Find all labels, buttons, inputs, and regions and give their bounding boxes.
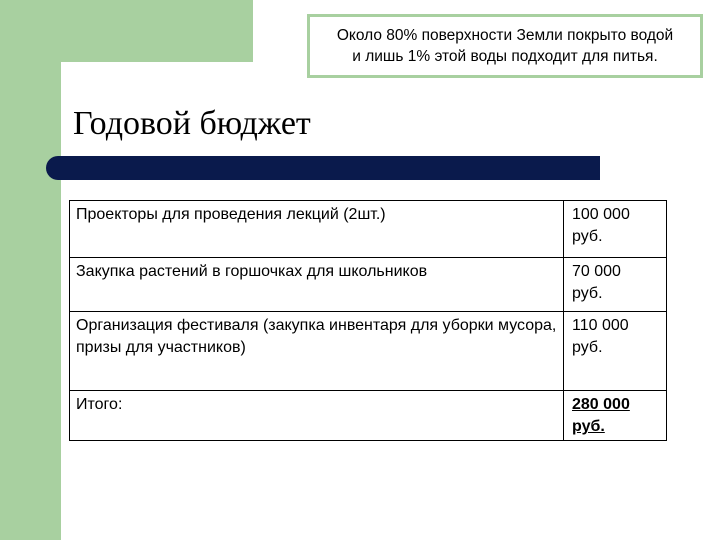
amount-value: 100 000 [572, 206, 630, 223]
amount-value: 110 000 [572, 317, 629, 334]
total-label-colon: : [117, 396, 123, 413]
callout-line-2: и лишь 1% этой воды подходит для питья. [352, 48, 658, 65]
water-fact-callout [307, 14, 703, 78]
budget-amount-cell [564, 312, 667, 391]
table-row [70, 201, 667, 258]
budget-amount-cell [564, 258, 667, 312]
left-green-band [0, 0, 61, 540]
callout-line-1: Около 80% поверхности Земли покрыто водой [336, 27, 674, 44]
top-green-band [61, 0, 253, 62]
budget-amount-cell [564, 201, 667, 258]
budget-table [69, 200, 667, 441]
slide-title: Годовой бюджет [73, 105, 311, 142]
amount-unit: руб. [572, 228, 603, 245]
title-underline-bar [46, 156, 600, 180]
budget-item-cell [70, 258, 564, 312]
budget-item-cell [70, 312, 564, 391]
total-label: Итого [76, 396, 118, 413]
amount-value: 70 000 [572, 263, 621, 280]
budget-item-text: Закупка растений в горшочках для школьников [76, 263, 428, 280]
table-row [70, 258, 667, 312]
total-amount-cell [564, 391, 667, 441]
budget-item-text: Проекторы для проведения лекций (2шт.) [76, 206, 386, 223]
total-amount-value: 280 000 [572, 396, 630, 413]
amount-unit: руб. [572, 285, 603, 302]
table-row [70, 312, 667, 391]
total-row [70, 391, 667, 441]
total-label-cell [70, 391, 564, 441]
total-amount-unit: руб. [572, 418, 605, 435]
budget-item-cell [70, 201, 564, 258]
amount-unit: руб. [572, 339, 603, 356]
budget-item-text: Организация фестиваля (закупка инвентаря для уборки мусора, призы для участников) [76, 317, 557, 356]
